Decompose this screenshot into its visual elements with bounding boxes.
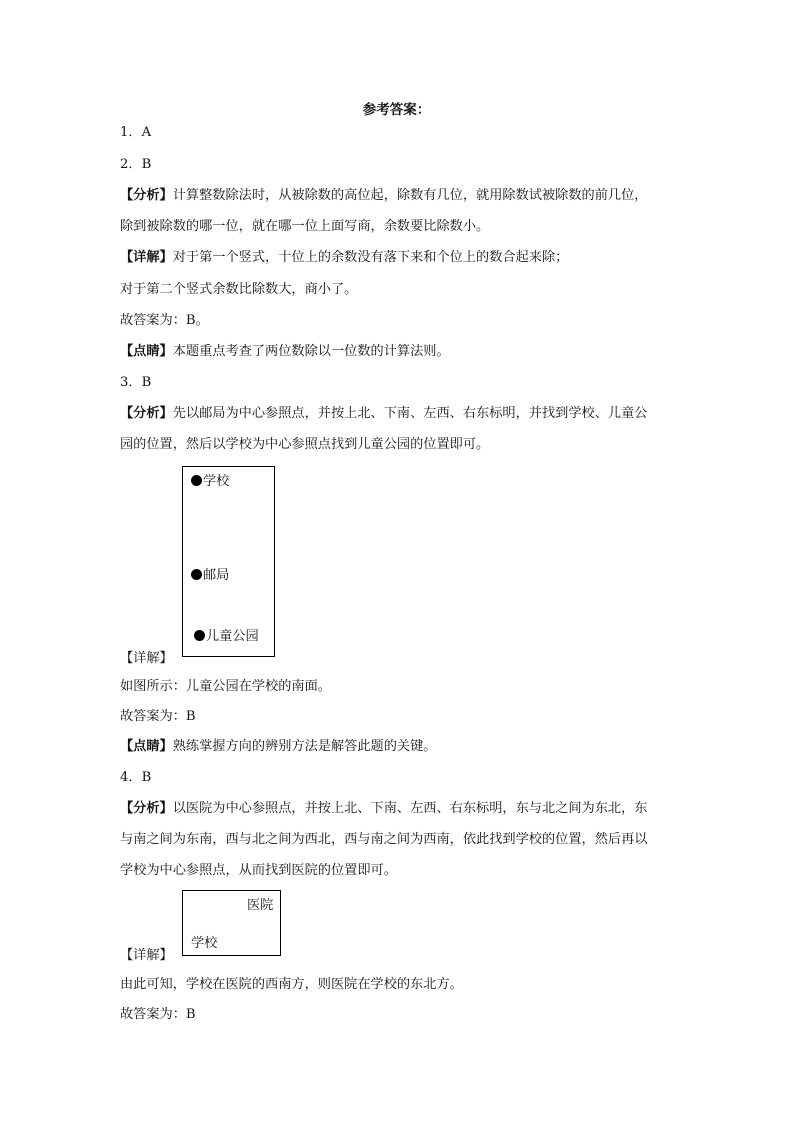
answer-1: 1．A: [120, 125, 152, 140]
section-label: 【点睛】: [120, 344, 173, 359]
section-label: 【分析】: [120, 801, 173, 816]
post-office-marker: [191, 564, 229, 583]
detail-4: 【详解】: [120, 948, 173, 963]
hospital-label: 医院: [247, 898, 274, 913]
answer-line: 故答案为：B: [120, 709, 196, 724]
paragraph-text: 对于第一个竖式，十位上的余数没有落下来和个位上的数合起来除；: [172, 250, 569, 265]
figure-map-1: [182, 466, 275, 657]
school-marker: [191, 470, 229, 489]
detail-3: 【详解】: [120, 651, 173, 666]
section-label: 【分析】: [120, 188, 173, 203]
text-line: 对于第二个竖式余数比除数大，商小了。: [120, 282, 358, 297]
answer-3: 3．B: [120, 375, 152, 390]
section-label: 【分析】: [120, 406, 173, 421]
dot-icon: [191, 475, 202, 486]
analysis-3: [120, 405, 648, 423]
comment-2: [120, 343, 450, 361]
dot-icon: [194, 630, 205, 641]
text-line: 由此可知，学校在医院的西南方，则医院在学校的东北方。: [120, 977, 463, 992]
paragraph-text: 熟练掌握方向的辨别方法是解答此题的关键。: [172, 739, 437, 754]
school-label: 学校: [203, 474, 230, 489]
post-office-label: 邮局: [203, 568, 230, 583]
text-line: 如图所示：儿童公园在学校的南面。: [120, 679, 331, 694]
answer-4: 4．B: [120, 770, 152, 785]
comment-3: [120, 738, 437, 756]
analysis-4: [120, 800, 648, 818]
analysis-2: [120, 187, 648, 205]
answer-2: 2．B: [120, 157, 152, 172]
park-marker: [194, 625, 259, 644]
dot-icon: [191, 569, 202, 580]
page-title: 参考答案：: [362, 102, 431, 118]
park-label: 儿童公园: [206, 629, 259, 644]
answer-line: 故答案为：B。: [120, 313, 209, 328]
answer-line: 故答案为：B: [120, 1007, 196, 1022]
paragraph-text: 本题重点考查了两位数除以一位数的计算法则。: [172, 344, 450, 359]
detail-2: [120, 249, 568, 267]
paragraph-text: 计算整数除法时，从被除数的高位起，除数有几位，就用除数试被除数的前几位，: [172, 188, 648, 203]
text-line: 除到被除数的哪一位，就在哪一位上面写商，余数要比除数小。: [120, 219, 490, 234]
text-line: 园的位置，然后以学校为中心参照点找到儿童公园的位置即可。: [120, 437, 490, 452]
section-label: 【点睛】: [120, 739, 173, 754]
school-label: 学校: [191, 936, 218, 951]
paragraph-text: 先以邮局为中心参照点，并按上北、下南、左西、右东标明，并找到学校、儿童公: [172, 406, 648, 421]
section-label: 【详解】: [120, 250, 173, 265]
figure-map-2: [182, 890, 281, 956]
text-line: 与南之间为东南，西与北之间为西北，西与南之间为西南，依此找到学校的位置，然后再以: [120, 832, 648, 847]
text-line: 学校为中心参照点，从而找到医院的位置即可。: [120, 863, 397, 878]
paragraph-text: 以医院为中心参照点，并按上北、下南、左西、右东标明，东与北之间为东北，东: [172, 801, 648, 816]
